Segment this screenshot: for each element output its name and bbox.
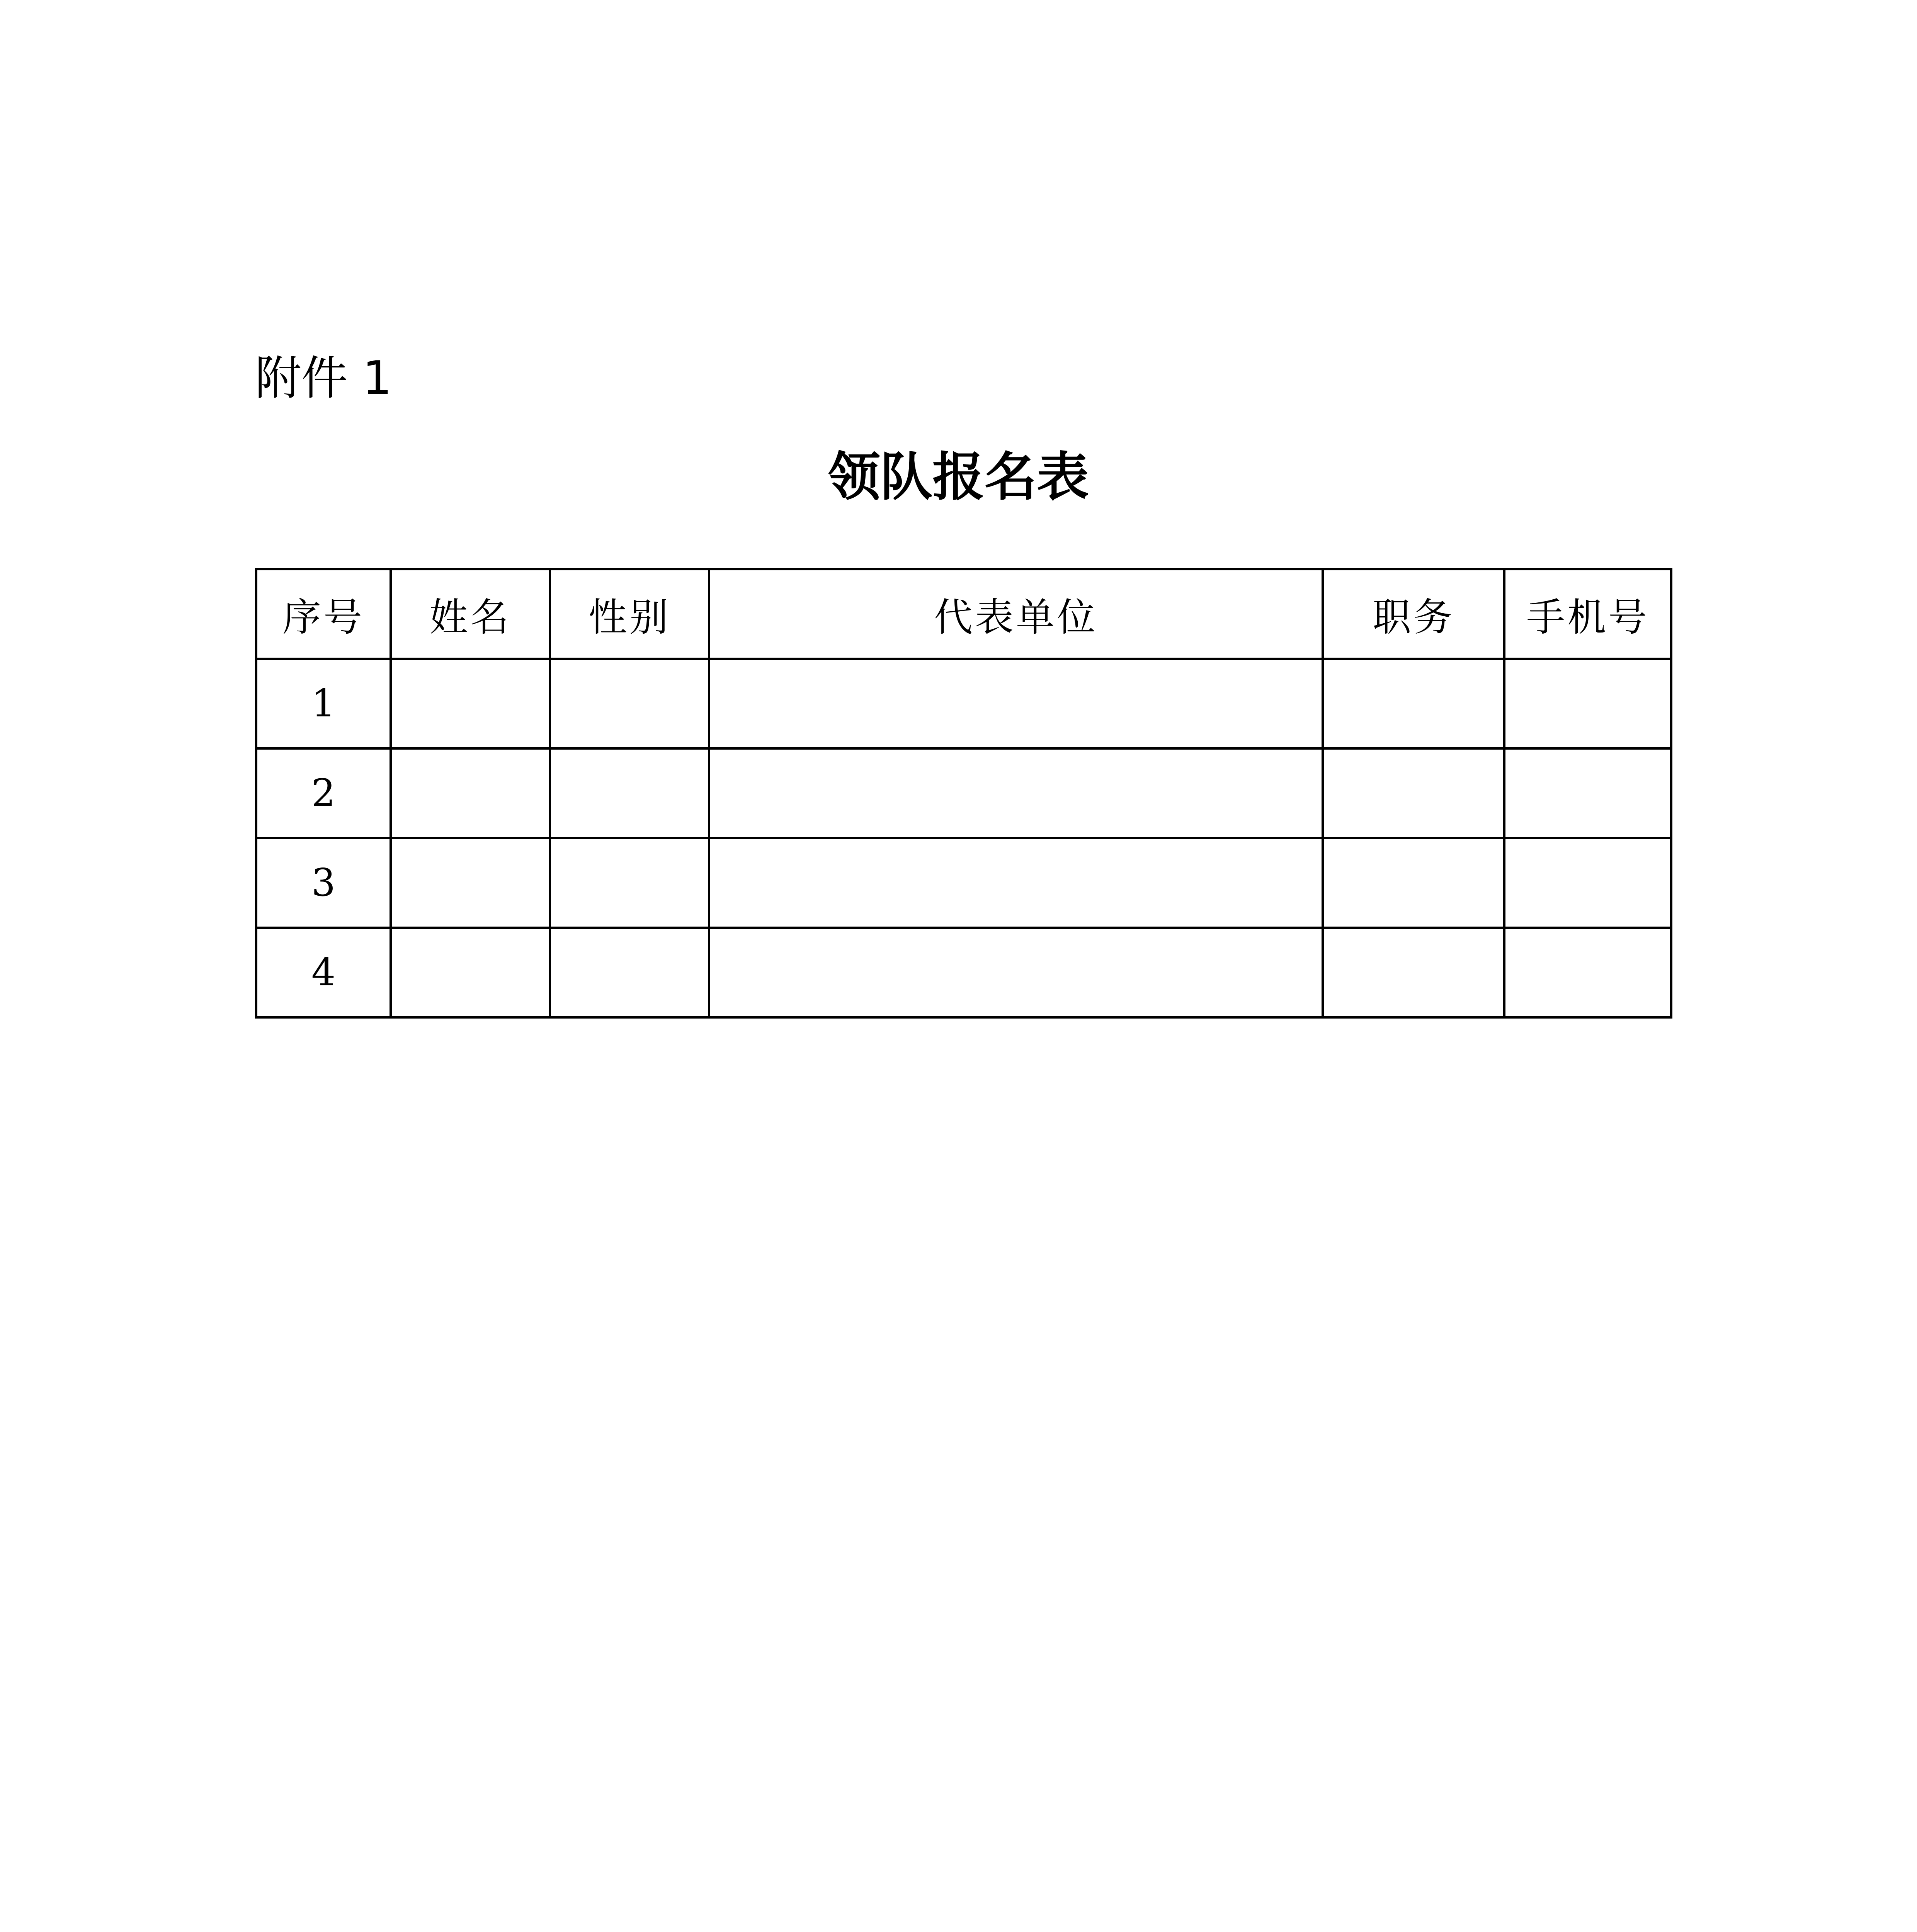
header-gender: 性别 [550, 569, 709, 659]
table-row [256, 928, 1671, 1017]
cell-organization[interactable] [709, 659, 1323, 748]
cell-phone[interactable] [1504, 748, 1671, 838]
table-row [256, 659, 1671, 748]
header-phone: 手机号 [1504, 569, 1671, 659]
cell-position[interactable] [1323, 659, 1504, 748]
header-organization: 代表单位 [709, 569, 1323, 659]
cell-position[interactable] [1323, 928, 1504, 1017]
cell-organization[interactable] [709, 748, 1323, 838]
cell-phone[interactable] [1504, 838, 1671, 928]
cell-phone[interactable] [1504, 659, 1671, 748]
cell-organization[interactable] [709, 838, 1323, 928]
cell-name[interactable] [391, 838, 550, 928]
cell-name[interactable] [391, 928, 550, 1017]
form-title: 领队报名表 [828, 447, 1089, 507]
cell-gender[interactable] [550, 928, 709, 1017]
cell-gender[interactable] [550, 838, 709, 928]
table-row [256, 838, 1671, 928]
cell-gender[interactable] [550, 748, 709, 838]
header-name: 姓名 [391, 569, 550, 659]
cell-organization[interactable] [709, 928, 1323, 1017]
cell-phone[interactable] [1504, 928, 1671, 1017]
header-position: 职务 [1323, 569, 1504, 659]
cell-position[interactable] [1323, 748, 1504, 838]
header-sequence: 序号 [256, 569, 391, 659]
cell-sequence: 4 [256, 928, 391, 1017]
cell-sequence: 3 [256, 838, 391, 928]
cell-sequence: 1 [256, 659, 391, 748]
registration-table [255, 568, 1672, 1019]
table-row [256, 748, 1671, 838]
cell-name[interactable] [391, 748, 550, 838]
table-header-row [256, 569, 1671, 659]
attachment-label: 附件 1 [255, 352, 392, 405]
cell-position[interactable] [1323, 838, 1504, 928]
cell-sequence: 2 [256, 748, 391, 838]
cell-name[interactable] [391, 659, 550, 748]
cell-gender[interactable] [550, 659, 709, 748]
